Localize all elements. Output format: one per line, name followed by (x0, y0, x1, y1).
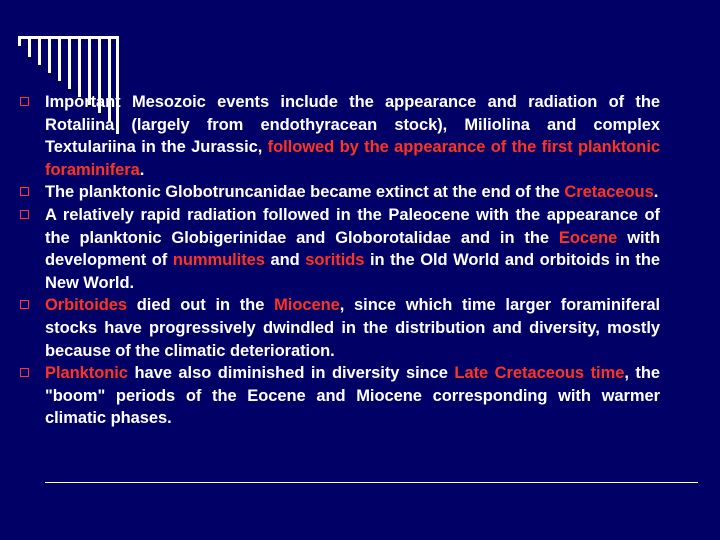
highlighted-text: Orbitoides (45, 296, 128, 315)
square-bullet-icon (20, 187, 29, 196)
bullet-text: . (653, 183, 659, 202)
bullet-item (20, 294, 660, 362)
bullet-text: , since which time larger foraminiferal stocks have progressively dwindled in the distribution and diversity, mostly because of the climatic deterioration. (45, 296, 661, 360)
highlighted-text: followed by the appearance of the first planktonic foraminifera (45, 138, 660, 179)
bullet-item (20, 181, 660, 204)
square-bullet-icon (20, 210, 29, 219)
bullet-text: with development of (45, 228, 660, 270)
bullet-text: The planktonic Globotruncanidae became extinct at the end of the (45, 183, 565, 202)
bullet-list (20, 91, 660, 430)
bullet-item (20, 204, 660, 294)
highlighted-text: Eocene (558, 228, 618, 247)
bullet-text: in the Old World and orbitoids in the New World. (45, 251, 661, 292)
highlighted-text: Late Cretaceous time (454, 364, 625, 383)
bullet-item (20, 91, 660, 181)
bullet-item (20, 362, 660, 430)
bullet-text: A relatively rapid radiation followed in the Paleocene with the appearance of the planktonic Globigerinidae and Globorotalidae and in the (45, 205, 660, 247)
square-bullet-icon (20, 97, 29, 106)
bullet-text: have also diminished in diversity since (127, 364, 455, 383)
square-bullet-icon (20, 300, 29, 309)
square-bullet-icon (20, 368, 29, 377)
highlighted-text: soritids (305, 251, 365, 270)
bullet-text: and (264, 251, 306, 270)
bullet-text: . (139, 160, 145, 179)
highlighted-text: Planktonic (45, 364, 128, 383)
highlighted-text: nummulites (172, 251, 265, 270)
bottom-rule (45, 482, 698, 483)
bullet-text: , the "boom" periods of the Eocene and Miocene corresponding with warmer climatic phases. (45, 364, 660, 428)
highlighted-text: Miocene (274, 296, 340, 315)
bullet-text: died out in the (127, 296, 275, 315)
highlighted-text: Cretaceous (564, 183, 654, 202)
bullet-text: Important Mesozoic events include the appearance and radiation of the Rotaliina (largely from endothyracean stock), Miliolina and complex Textulariina in the Jurassic, (45, 93, 660, 157)
